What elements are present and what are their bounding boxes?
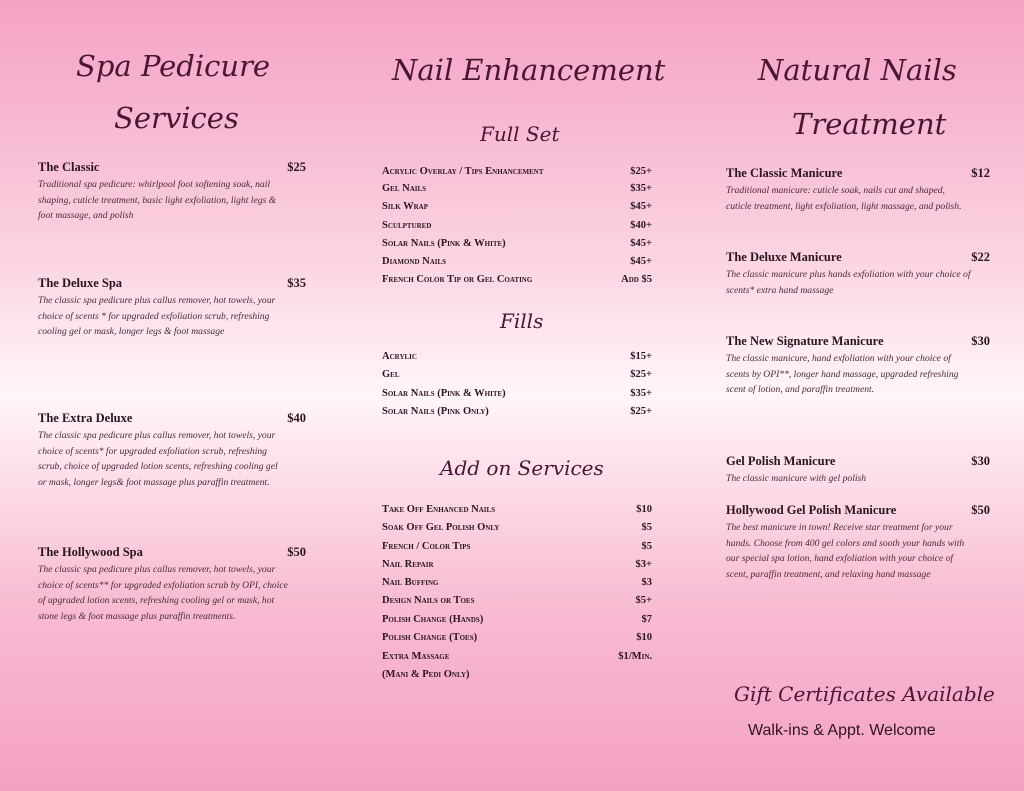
price-row xyxy=(382,650,652,664)
row-name: Polish Change (Toes) xyxy=(382,632,478,643)
row-price: $45+ xyxy=(630,256,652,267)
row-name: Polish Change (Hands) xyxy=(382,614,484,625)
price-row xyxy=(382,405,652,419)
service-price: $12 xyxy=(971,166,990,180)
service-item xyxy=(38,160,306,224)
service-price: $40 xyxy=(287,411,306,425)
row-name: Diamond Nails xyxy=(382,256,447,267)
service-name: The Classic Manicure xyxy=(726,166,843,180)
spa-pedicure-title-line2: Services xyxy=(114,101,239,135)
row-name: Sculptured xyxy=(382,220,432,231)
price-row xyxy=(382,631,652,645)
row-price: $5 xyxy=(641,541,652,552)
row-name: French Color Tip or Gel Coating xyxy=(382,274,533,285)
service-price: $30 xyxy=(971,454,990,468)
row-name: Gel Nails xyxy=(382,183,427,194)
service-description: The classic manicure, hand exfoliation with your choice of scents by OPI**, longer hand massage, upgraded refreshing scent of lotion, and paraffin treatment. xyxy=(726,353,959,395)
row-price: $45+ xyxy=(630,238,652,249)
service-item xyxy=(726,503,990,582)
row-name: Extra Massage xyxy=(382,651,450,662)
service-item xyxy=(38,545,306,624)
row-price: $5 xyxy=(641,522,652,533)
row-price: $3 xyxy=(641,577,652,588)
service-name: The Deluxe Spa xyxy=(38,276,123,290)
price-row xyxy=(382,200,652,214)
price-row xyxy=(382,576,652,590)
price-row xyxy=(382,594,652,608)
price-row xyxy=(382,368,652,382)
service-name: The New Signature Manicure xyxy=(726,334,884,348)
row-price: $15+ xyxy=(630,351,652,362)
row-price: $3+ xyxy=(635,559,652,570)
service-price: $50 xyxy=(287,545,306,559)
service-price: $25 xyxy=(287,160,306,174)
service-description: The classic manicure with gel polish xyxy=(726,473,867,484)
nail-enhancement-title: Nail Enhancement xyxy=(392,53,666,87)
row-name: French / Color Tips xyxy=(382,541,471,552)
row-name: Gel xyxy=(382,369,400,380)
row-price: $25+ xyxy=(630,166,652,177)
row-price: $25+ xyxy=(630,369,652,380)
walk-ins-text: Walk-ins & Appt. Welcome xyxy=(748,722,936,739)
row-price: $10 xyxy=(636,632,652,643)
price-row xyxy=(382,182,652,196)
service-item xyxy=(726,454,990,487)
service-item xyxy=(38,276,306,340)
service-description: The classic spa pedicure plus callus remover, hot towels, your choice of scents** for upgraded exfoliation scrub by OPI, choice of upgraded lotion scents, refreshing cooling gel or mask, hot stone legs & foot massage plus paraffin treatments. xyxy=(38,564,288,622)
service-price: $30 xyxy=(971,334,990,348)
service-name: Hollywood Gel Polish Manicure xyxy=(726,503,897,517)
service-name: The Deluxe Manicure xyxy=(726,250,842,264)
row-price: Add $5 xyxy=(621,274,652,285)
service-price: $50 xyxy=(971,503,990,517)
service-description: The best manicure in town! Receive star treatment for your hands. Choose from 400 gel colors and sooth your hands with our special spa lotion, hand exfoliation with your choice of scent, paraffin treatment, and relaxing hand massage xyxy=(726,522,965,580)
row-name: Acrylic Overlay / Tips Enhancement xyxy=(382,166,544,177)
row-price: $35+ xyxy=(630,388,652,399)
row-name: Solar Nails (Pink & White) xyxy=(382,238,506,249)
price-row xyxy=(382,237,652,251)
row-name: Solar Nails (Pink & White) xyxy=(382,388,506,399)
service-name: Gel Polish Manicure xyxy=(726,454,836,468)
service-name: The Extra Deluxe xyxy=(38,411,133,425)
row-price: $35+ xyxy=(630,183,652,194)
price-row xyxy=(382,558,652,572)
gift-certificates-text: Gift Certificates Available xyxy=(734,682,995,706)
fills-heading: Fills xyxy=(500,309,544,333)
price-row xyxy=(382,273,652,287)
service-description: The classic spa pedicure plus callus remover, hot towels, your choice of scents * for upgraded exfoliation scrub, refreshing cooling gel or mask, longer legs & foot massage xyxy=(38,295,276,337)
service-description: The classic spa pedicure plus callus remover, hot towels, your choice of scents* for upgraded exfoliation scrub, refreshing scrub, choice of upgraded lotion scents, refreshing cooling gel or mask, longer legs& foot massage plus paraffin treatment. xyxy=(38,430,278,488)
service-description: Traditional manicure: cuticle soak, nails cut and shaped, cuticle treatment, light exfoliation, light massage, and polish. xyxy=(726,185,962,212)
row-price: $45+ xyxy=(630,201,652,212)
price-row xyxy=(382,165,652,179)
price-row xyxy=(382,540,652,554)
row-price: $1/Min. xyxy=(618,651,652,662)
price-row xyxy=(382,613,652,627)
full-set-heading: Full Set xyxy=(480,122,560,146)
price-row xyxy=(382,350,652,364)
price-row xyxy=(382,503,652,517)
row-price: $5+ xyxy=(635,595,652,606)
row-name: Take Off Enhanced Nails xyxy=(382,504,496,515)
row-name: (Mani & Pedi Only) xyxy=(382,669,470,680)
row-price: $25+ xyxy=(630,406,652,417)
service-price: $35 xyxy=(287,276,306,290)
service-description: The classic manicure plus hands exfoliation with your choice of scents* extra hand massage xyxy=(726,269,971,296)
price-row xyxy=(382,387,652,401)
service-name: The Classic xyxy=(38,160,100,174)
row-name: Soak Off Gel Polish Only xyxy=(382,522,500,533)
row-name: Nail Buffing xyxy=(382,577,439,588)
service-item xyxy=(726,334,990,398)
row-name: Silk Wrap xyxy=(382,201,428,212)
service-item xyxy=(726,250,990,298)
row-name: Solar Nails (Pink Only) xyxy=(382,406,489,417)
service-description: Traditional spa pedicure: whirlpool foot softening soak, nail shaping, cuticle treatment, basic light exfoliation, light legs & foot massage, and polish xyxy=(38,179,277,221)
service-item xyxy=(38,411,306,490)
row-price: $7 xyxy=(641,614,652,625)
add-on-heading: Add on Services xyxy=(440,456,604,480)
service-price: $22 xyxy=(971,250,990,264)
price-row xyxy=(382,255,652,269)
price-row xyxy=(382,668,652,682)
row-name: Design Nails or Toes xyxy=(382,595,475,606)
row-price: $40+ xyxy=(630,220,652,231)
row-price: $10 xyxy=(636,504,652,515)
service-item xyxy=(726,166,990,214)
service-name: The Hollywood Spa xyxy=(38,545,143,559)
spa-pedicure-title-line1: Spa Pedicure xyxy=(76,49,271,83)
price-row xyxy=(382,219,652,233)
natural-nails-title-line1: Natural Nails xyxy=(758,53,957,87)
row-name: Nail Repair xyxy=(382,559,434,570)
natural-nails-title-line2: Treatment xyxy=(792,107,947,141)
price-row xyxy=(382,521,652,535)
row-name: Acrylic xyxy=(382,351,417,362)
